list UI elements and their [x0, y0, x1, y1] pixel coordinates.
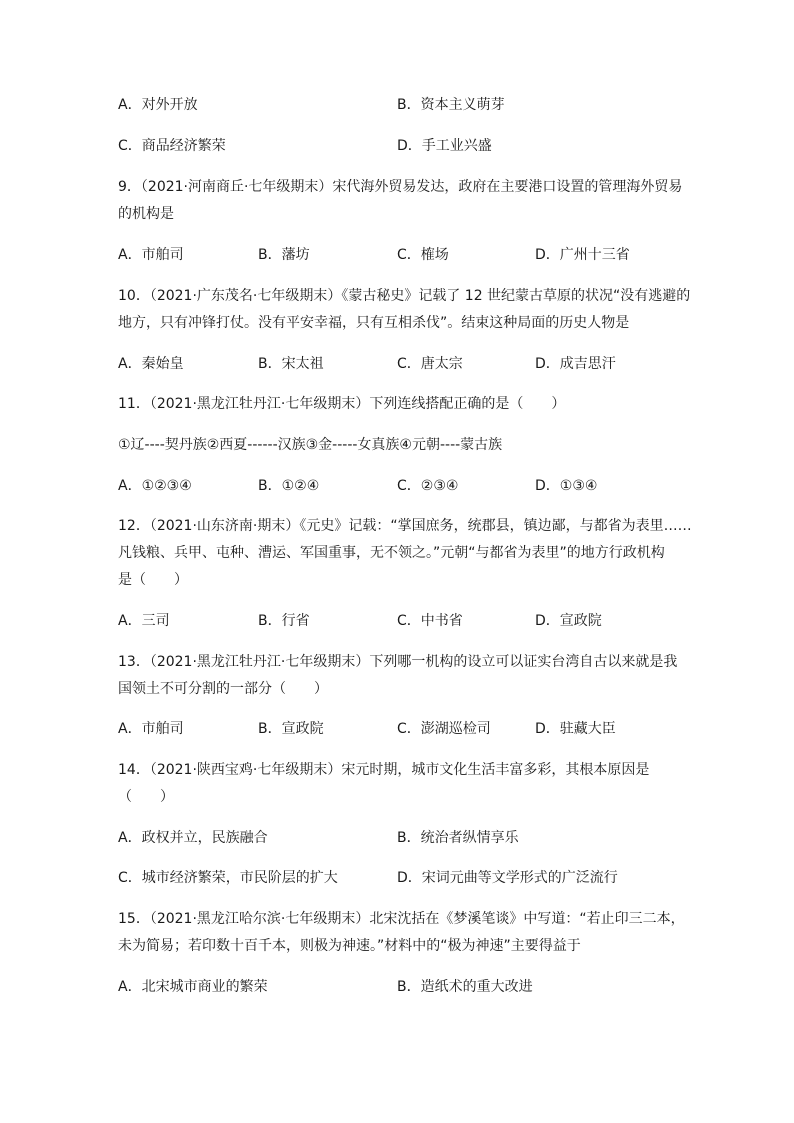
q10-option-a: A．秦始皇 [118, 356, 184, 372]
q12-option-d: D．宣政院 [535, 613, 602, 629]
q12-stem-line3: 是（ ） [118, 572, 188, 588]
q13-option-c: C．澎湖巡检司 [397, 721, 491, 737]
q13-option-b: B．宣政院 [258, 721, 324, 737]
q13-option-a: A．市舶司 [118, 721, 184, 737]
q10-option-d: D．成吉思汗 [535, 356, 616, 372]
q11-option-a: A．①②③④ [118, 478, 192, 494]
q9-stem-line1: 9．（2021·河南商丘·七年级期末）宋代海外贸易发达，政府在主要港口设置的管理海外贸易 [118, 179, 683, 195]
q10-stem-line2: 地方，只有冲锋打仗。没有平安幸福，只有互相杀伐”。结束这种局面的历史人物是 [118, 315, 630, 331]
q15-option-a: A．北宋城市商业的繁荣 [118, 979, 268, 995]
q15-option-b: B．造纸术的重大改进 [397, 979, 533, 995]
q14-stem-line1: 14．（2021·陕西宝鸡·七年级期末）宋元时期，城市文化生活丰富多彩，其根本原因是 [118, 762, 650, 778]
q10-option-c: C．唐太宗 [397, 356, 463, 372]
q12-option-b: B．行省 [258, 613, 310, 629]
q13-stem-line1: 13．（2021·黑龙江牡丹江·七年级期末）下列哪一机构的设立可以证实台湾自古以来就是我 [118, 654, 678, 670]
q11-option-b: B．①②④ [258, 478, 320, 494]
q12-stem-line1: 12．（2021·山东济南·期末）《元史》记载：“掌国庶务，统郡县，镇边鄙，与都省为表里…… [118, 518, 692, 534]
q9-option-c: C．榷场 [397, 247, 449, 263]
q9-stem-line2: 的机构是 [118, 206, 174, 222]
q11-stem-line1: 11．（2021·黑龙江牡丹江·七年级期末）下列连线搭配正确的是（ ） [118, 396, 566, 412]
q11-option-c: C．②③④ [397, 478, 459, 494]
q15-stem-line1: 15．（2021·黑龙江哈尔滨·七年级期末）北宋沈括在《梦溪笔谈》中写道：“若止印三二本， [118, 911, 685, 927]
q11-stem-line2: ①辽----契丹族②西夏------汉族③金-----女真族④元朝----蒙古族 [118, 437, 503, 453]
q8-option-c: C．商品经济繁荣 [118, 138, 226, 154]
q10-stem-line1: 10．（2021·广东茂名·七年级期末）《蒙古秘史》记载了 12 世纪蒙古草原的状况“没有逃避的 [118, 288, 691, 304]
q14-option-c: C．城市经济繁荣，市民阶层的扩大 [118, 870, 338, 886]
q8-option-b: B．资本主义萌芽 [397, 97, 505, 113]
q10-option-b: B．宋太祖 [258, 356, 324, 372]
q12-option-a: A．三司 [118, 613, 170, 629]
q9-option-b: B．藩坊 [258, 247, 310, 263]
q8-option-a: A．对外开放 [118, 97, 198, 113]
q14-option-d: D．宋词元曲等文学形式的广泛流行 [397, 870, 618, 886]
q9-option-a: A．市舶司 [118, 247, 184, 263]
q13-stem-line2: 国领土不可分割的一部分（ ） [118, 681, 328, 697]
q9-option-d: D．广州十三省 [535, 247, 630, 263]
q14-stem-line2: （ ） [118, 789, 174, 805]
q14-option-a: A．政权并立，民族融合 [118, 830, 268, 846]
q13-option-d: D．驻藏大臣 [535, 721, 616, 737]
q15-stem-line2: 未为简易；若印数十百千本，则极为神速。”材料中的“极为神速”主要得益于 [118, 938, 581, 954]
q12-stem-line2: 凡钱粮、兵甲、屯种、漕运、军国重事，无不领之。”元朝“与都省为表里”的地方行政机构 [118, 545, 665, 561]
q8-option-d: D．手工业兴盛 [397, 138, 492, 154]
q11-option-d: D．①③④ [535, 478, 598, 494]
q14-option-b: B．统治者纵情享乐 [397, 830, 519, 846]
q12-option-c: C．中书省 [397, 613, 463, 629]
